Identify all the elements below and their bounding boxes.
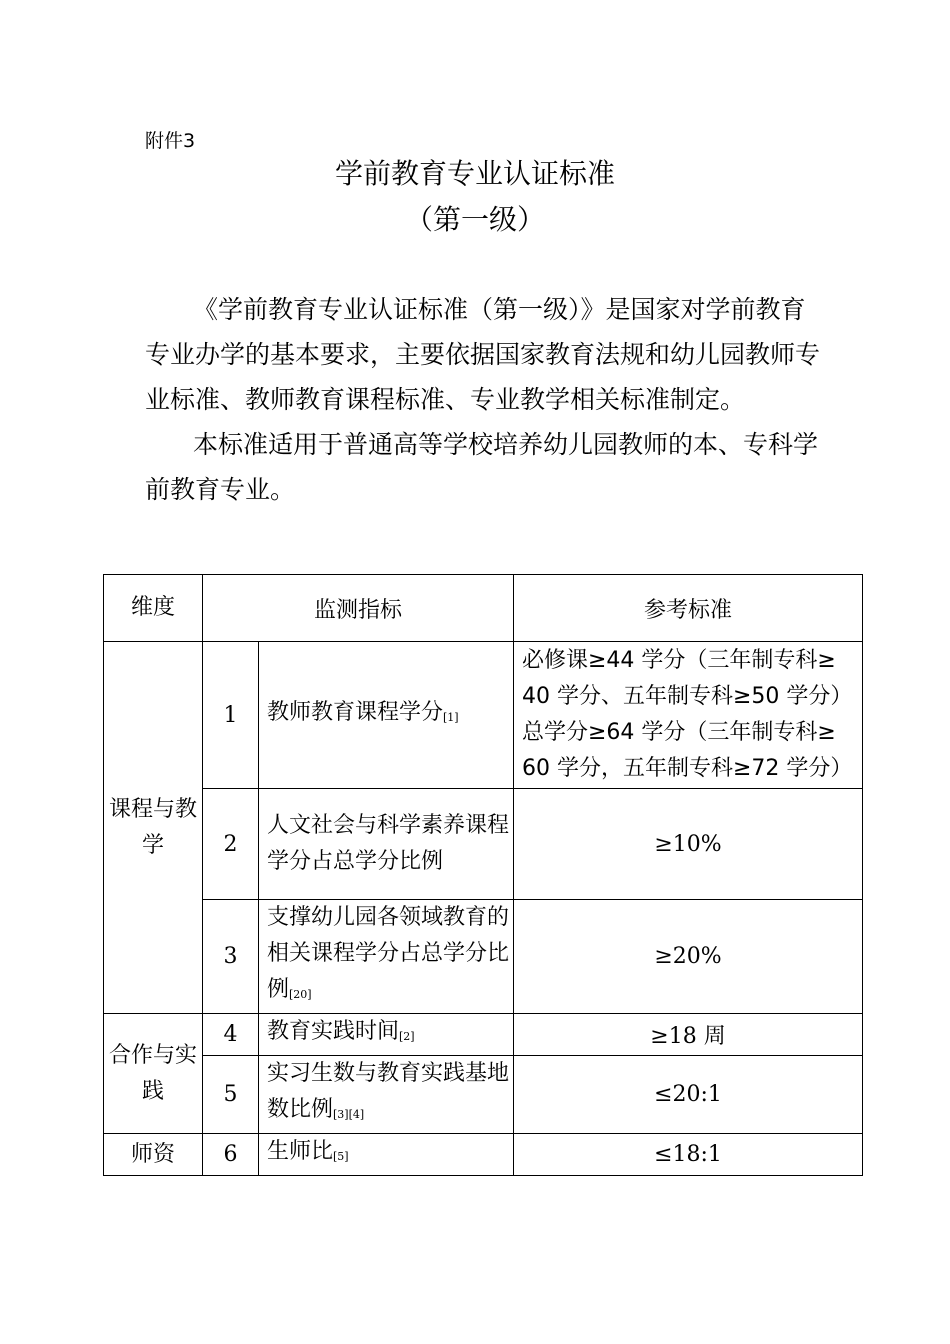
table-row [104,1134,863,1176]
table-header-row [104,575,863,642]
reference-cell: 必修课≥44 学分（三年制专科≥ 40 学分、五年制专科≥50 学分） 总学分≥64 学分（三年制专科≥ 60 学分，五年制专科≥72 学分） [514,642,863,789]
indicator-cell: 支撑幼儿园各领域教育的相关课程学分占总学分比例[20] [259,900,514,1014]
dimension-cell: 合作与实践 [104,1014,203,1134]
reference-cell: ≤20:1 [514,1056,863,1134]
table-row [104,900,863,1014]
intro-paragraph-2: 本标准适用于普通高等学校培养幼儿园教师的本、专科学前教育专业。 [145,430,819,504]
intro-paragraph-1: 《学前教育专业认证标准（第一级）》是国家对学前教育专业办学的基本要求，主要依据国家教育法规和幼儿园教师专业标准、教师教育课程标准、专业教学相关标准制定。 [145,295,821,414]
footnote-ref: [2] [399,1030,415,1043]
header-dimension: 维度 [104,575,203,642]
footnote-ref: [3][4] [333,1108,365,1121]
table-row [104,789,863,900]
footnote-ref: [20] [289,988,312,1001]
row-number: 4 [203,1014,259,1056]
row-number: 1 [203,642,259,789]
indicator-cell: 人文社会与科学素养课程学分占总学分比例 [259,789,514,900]
indicator-cell: 教师教育课程学分[1] [259,642,514,789]
reference-cell: ≤18:1 [514,1134,863,1176]
reference-cell: ≥20% [514,900,863,1014]
header-reference: 参考标准 [514,575,863,642]
row-number: 3 [203,900,259,1014]
row-number: 6 [203,1134,259,1176]
table-row [104,1056,863,1134]
document-title: 学前教育专业认证标准 [334,157,615,190]
indicator-cell: 生师比[5] [259,1134,514,1176]
standards-table [103,574,863,1176]
document-subtitle: （第一级） [404,203,545,236]
indicator-cell: 实习生数与教育实践基地数比例[3][4] [259,1056,514,1134]
reference-cell: ≥10% [514,789,863,900]
indicator-cell: 教育实践时间[2] [259,1014,514,1056]
footnote-ref: [5] [333,1150,349,1163]
row-number: 2 [203,789,259,900]
row-number: 5 [203,1056,259,1134]
header-indicator: 监测指标 [203,575,514,642]
dimension-cell: 师资 [104,1134,203,1176]
table-row [104,1014,863,1056]
footnote-ref: [1] [443,710,459,724]
table-row [104,642,863,789]
attachment-label: 附件3 [145,130,196,152]
dimension-cell: 课程与教学 [104,642,203,1014]
reference-cell: ≥18 周 [514,1014,863,1056]
